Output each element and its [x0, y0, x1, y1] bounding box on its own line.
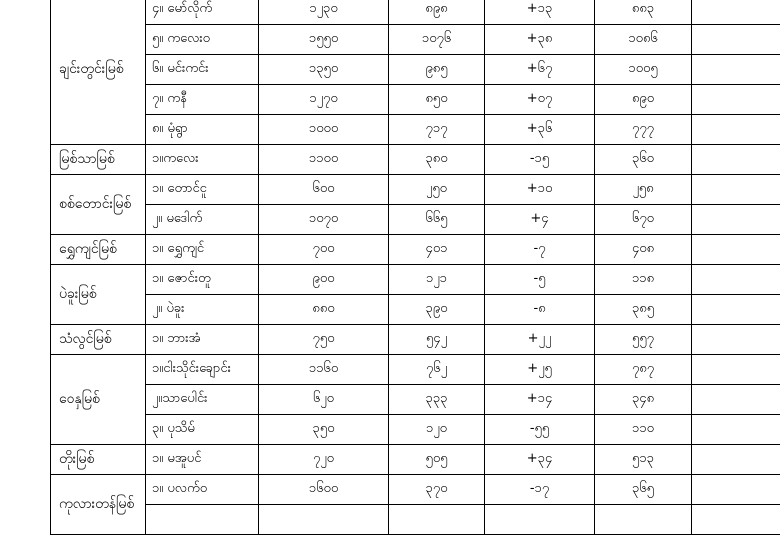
river-name: ချင်းတွင်းမြစ်: [51, 0, 146, 145]
previous-level: ၃၄၈: [595, 385, 692, 415]
previous-level: ၇၇၇: [595, 115, 692, 145]
empty-cell: [692, 415, 780, 445]
empty-cell: [692, 475, 780, 505]
station-name: ၇။ ကနီ: [146, 85, 259, 115]
danger-level: ၁၁၀၀: [259, 145, 389, 175]
level-change: +၃၈: [485, 25, 595, 55]
danger-level: ၇၅၀: [259, 325, 389, 355]
level-change: +၁၀: [485, 175, 595, 205]
river-name: သံလွင်မြစ်: [51, 325, 146, 355]
table-row: [51, 505, 780, 535]
empty-cell: [692, 325, 780, 355]
empty-cell: [692, 25, 780, 55]
water-level: ၃၉၀: [389, 295, 485, 325]
water-level: ၆၆၅: [389, 205, 485, 235]
river-name: ကုလားတန်မြစ်: [51, 475, 146, 535]
previous-level: ၇၈၇: [595, 355, 692, 385]
water-level: ၈၉၈: [389, 0, 485, 25]
level-change: -၇: [485, 235, 595, 265]
table-row: [51, 145, 780, 175]
table-row: [51, 295, 780, 325]
level-change: +၄: [485, 205, 595, 235]
empty-cell: [692, 445, 780, 475]
danger-level: ၁၁၆၀: [259, 355, 389, 385]
water-level: ၃၈၀: [389, 145, 485, 175]
river-name: ရွှေကျင်မြစ်: [51, 235, 146, 265]
station-name: ၁။ငါးသိုင်းချောင်း: [146, 355, 259, 385]
level-change: -၈: [485, 295, 595, 325]
river-name: ပဲခူးမြစ်: [51, 265, 146, 325]
water-level: ၁၀၇၆: [389, 25, 485, 55]
station-name: ၂။ မဒေါက်: [146, 205, 259, 235]
table-row: [51, 0, 780, 25]
river-name: တိုးမြစ်: [51, 445, 146, 475]
danger-level: [259, 505, 389, 535]
station-name: [146, 505, 259, 535]
level-change: +၂၂: [485, 325, 595, 355]
danger-level: ၁၂၃၀: [259, 0, 389, 25]
river-name: စစ်တောင်းမြစ်: [51, 175, 146, 235]
level-change: -၁၇: [485, 475, 595, 505]
station-name: ၁။ ဇောင်းတူ: [146, 265, 259, 295]
empty-cell: [692, 55, 780, 85]
previous-level: ၈၉၀: [595, 85, 692, 115]
empty-cell: [692, 295, 780, 325]
table-row: [51, 445, 780, 475]
station-name: ၆။ မင်းကင်း: [146, 55, 259, 85]
previous-level: ၃၈၅: [595, 295, 692, 325]
station-name: ၁။ ပလက်ဝ: [146, 475, 259, 505]
table-row: [51, 115, 780, 145]
water-level: ၅၄၂: [389, 325, 485, 355]
previous-level: ၈၈၃: [595, 0, 692, 25]
danger-level: ၆၂၀: [259, 385, 389, 415]
table-row: [51, 175, 780, 205]
empty-cell: [692, 145, 780, 175]
previous-level: ၅၁၃: [595, 445, 692, 475]
danger-level: ၁၃၅၀: [259, 55, 389, 85]
previous-level: ၁၁၀: [595, 415, 692, 445]
water-level: ၇၁၇: [389, 115, 485, 145]
table-row: [51, 415, 780, 445]
table-row: [51, 355, 780, 385]
previous-level: ၆၇၀: [595, 205, 692, 235]
station-name: ၃။ ပုသိမ်: [146, 415, 259, 445]
table-row: [51, 475, 780, 505]
station-name: ၁။ တောင်ငူ: [146, 175, 259, 205]
table-row: [51, 85, 780, 115]
empty-cell: [692, 235, 780, 265]
previous-level: ၃၆၀: [595, 145, 692, 175]
water-level: ၉၈၅: [389, 55, 485, 85]
previous-level: ၁၀၈၆: [595, 25, 692, 55]
level-change: -၅: [485, 265, 595, 295]
level-change: +၆၇: [485, 55, 595, 85]
empty-cell: [692, 355, 780, 385]
empty-cell: [692, 0, 780, 25]
danger-level: ၁၀၀၀: [259, 115, 389, 145]
previous-level: ၅၅၇: [595, 325, 692, 355]
level-change: +၃၄: [485, 445, 595, 475]
water-level: ၃၇၀: [389, 475, 485, 505]
danger-level: ၉၀၀: [259, 265, 389, 295]
water-level: ၁၂၀: [389, 415, 485, 445]
empty-cell: [692, 85, 780, 115]
empty-cell: [692, 505, 780, 535]
table-row: [51, 325, 780, 355]
level-change: -၅၅: [485, 415, 595, 445]
water-level: ၇၆၂: [389, 355, 485, 385]
station-name: ၁။ ရွှေကျင်: [146, 235, 259, 265]
danger-level: ၆၀၀: [259, 175, 389, 205]
level-change: +၂၅: [485, 355, 595, 385]
level-change: +၀၇: [485, 85, 595, 115]
table-row: [51, 25, 780, 55]
previous-level: ၂၅၈: [595, 175, 692, 205]
danger-level: ၁၀၇၀: [259, 205, 389, 235]
station-name: ၁။ကလေး: [146, 145, 259, 175]
empty-cell: [692, 265, 780, 295]
station-name: ၁။ မအူပင်: [146, 445, 259, 475]
previous-level: ၄၀၈: [595, 235, 692, 265]
river-name: ဝေနှမြစ်: [51, 355, 146, 445]
water-level: ၈၅၀: [389, 85, 485, 115]
level-change: -၁၅: [485, 145, 595, 175]
danger-level: ၃၅၀: [259, 415, 389, 445]
table-row: [51, 205, 780, 235]
station-name: ၂။ ပဲခူး: [146, 295, 259, 325]
water-level: ၅၀၅: [389, 445, 485, 475]
empty-cell: [692, 385, 780, 415]
station-name: ၄။ မော်လိုက်: [146, 0, 259, 25]
previous-level: ၃၆၅: [595, 475, 692, 505]
water-level: ၃၃၃: [389, 385, 485, 415]
level-change: +၁၄: [485, 385, 595, 415]
table-row: [51, 55, 780, 85]
empty-cell: [692, 205, 780, 235]
water-level: [389, 505, 485, 535]
danger-level: ၁၂၇၀: [259, 85, 389, 115]
previous-level: ၁၁၈: [595, 265, 692, 295]
danger-level: ၁၅၅၀: [259, 25, 389, 55]
water-level: ၁၂၁: [389, 265, 485, 295]
table-row: [51, 265, 780, 295]
danger-level: ၁၆၀၀: [259, 475, 389, 505]
danger-level: ၇၀၀: [259, 235, 389, 265]
river-level-table: [50, 0, 780, 535]
danger-level: ၈၈၀: [259, 295, 389, 325]
previous-level: ၁၀၀၅: [595, 55, 692, 85]
empty-cell: [692, 115, 780, 145]
water-level: ၄၀၁: [389, 235, 485, 265]
station-name: ၅။ ကလေးဝ: [146, 25, 259, 55]
river-name: မြစ်သာမြစ်: [51, 145, 146, 175]
level-change: [485, 505, 595, 535]
empty-cell: [692, 175, 780, 205]
station-name: ၁။ ဘားအံ: [146, 325, 259, 355]
water-level: ၂၅၀: [389, 175, 485, 205]
level-change: +၁၃: [485, 0, 595, 25]
station-name: ၂။သာပေါင်း: [146, 385, 259, 415]
danger-level: ၇၂၀: [259, 445, 389, 475]
previous-level: [595, 505, 692, 535]
level-change: +၃၆: [485, 115, 595, 145]
table-row: [51, 235, 780, 265]
station-name: ၈။ မုံရွာ: [146, 115, 259, 145]
table-row: [51, 385, 780, 415]
